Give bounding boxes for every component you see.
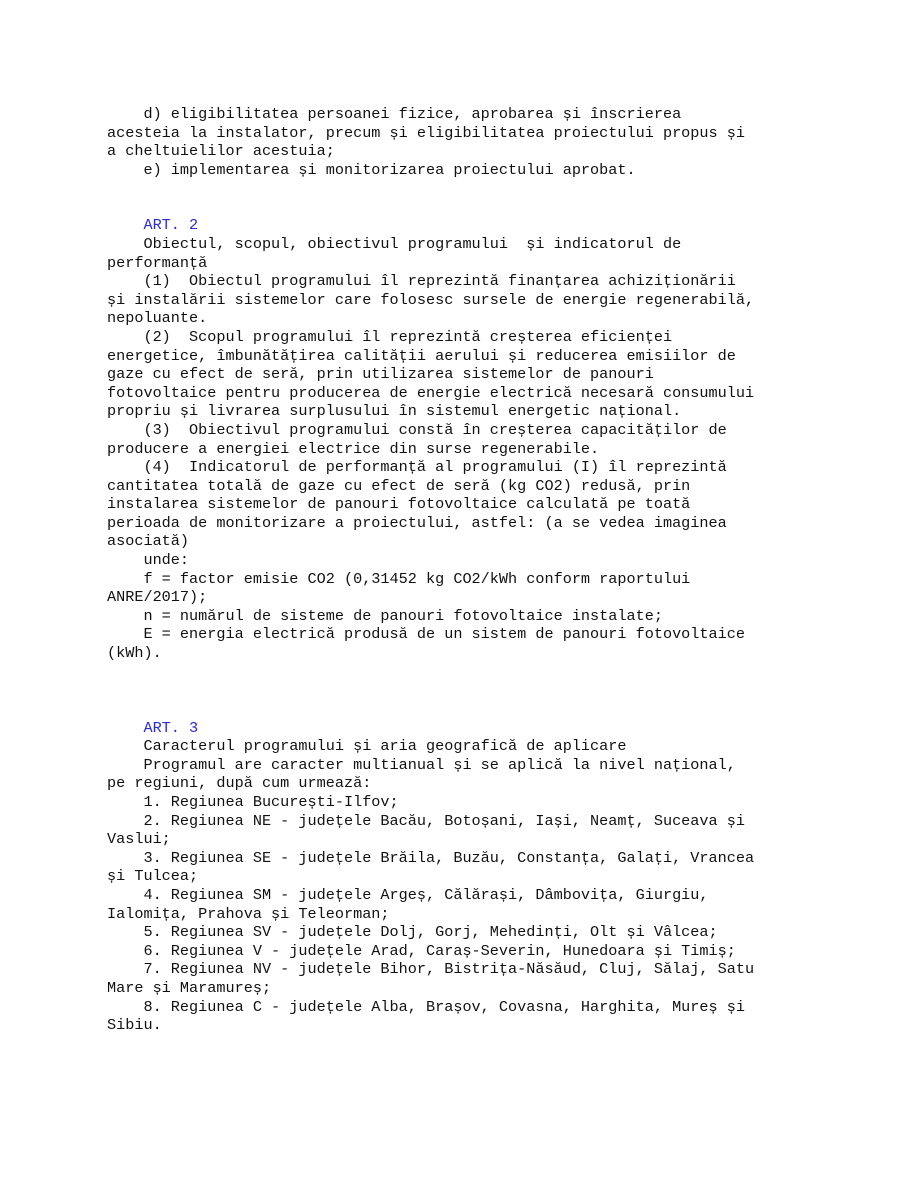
text-line: energetice, îmbunătățirea calității aerului și reducerea emisiilor de [107, 346, 736, 365]
spacer [107, 179, 819, 216]
text-line: asociată) [107, 532, 190, 551]
text-line: E = energia electrică produsă de un sistem de panouri fotovoltaice [107, 625, 745, 644]
article-3-heading: ART. 3 [107, 718, 199, 737]
article-2-heading: ART. 2 [107, 216, 199, 235]
text-line: 7. Regiunea NV - județele Bihor, Bistrița-Năsăud, Cluj, Sălaj, Satu [107, 960, 755, 979]
text-line: d) eligibilitatea persoanei fizice, aprobarea și înscrierea [107, 105, 682, 123]
text-line: ANRE/2017); [107, 588, 208, 607]
text-line: pe regiuni, după cum urmează: [107, 774, 372, 793]
text-line: 8. Regiunea C - județele Alba, Brașov, Covasna, Harghita, Mureș și [107, 997, 745, 1016]
text-line: (2) Scopul programului îl reprezintă creșterea eficienței [107, 327, 673, 346]
text-line: instalarea sistemelor de panouri fotovoltaice calculată pe toată [107, 495, 691, 514]
text-line: Sibiu. [107, 1016, 162, 1035]
text-line: și instalării sistemelor care folosesc sursele de energie regenerabilă, [107, 290, 755, 309]
text-line: unde: [107, 551, 190, 570]
spacer [107, 663, 819, 719]
text-line: a cheltuielilor acestuia; [107, 142, 335, 161]
text-line: f = factor emisie CO2 (0,31452 kg CO2/kWh conform raportului [107, 569, 691, 588]
text-line: nepoluante. [107, 309, 208, 328]
text-line: propriu și livrarea surplusului în sistemul energetic național. [107, 402, 682, 421]
text-line: (kWh). [107, 644, 162, 663]
text-line: 3. Regiunea SE - județele Brăila, Buzău, Constanța, Galați, Vrancea [107, 848, 755, 867]
text-line: n = numărul de sisteme de panouri fotovoltaice instalate; [107, 606, 663, 625]
text-line: Ialomița, Prahova și Teleorman; [107, 904, 390, 923]
document-page [107, 105, 819, 1035]
text-line: 2. Regiunea NE - județele Bacău, Botoșani, Iași, Neamț, Suceava și [107, 811, 745, 830]
text-line: 6. Regiunea V - județele Arad, Caraș-Severin, Hunedoara și Timiș; [107, 941, 736, 960]
text-line: (3) Obiectivul programului constă în creșterea capacităților de [107, 420, 727, 439]
text-line: Vaslui; [107, 830, 171, 849]
text-line: 5. Regiunea SV - județele Dolj, Gorj, Mehedinți, Olt și Vâlcea; [107, 923, 718, 942]
text-line: gaze cu efect de seră, prin utilizarea sistemelor de panouri [107, 365, 654, 384]
text-line: Programul are caracter multianual și se aplică la nivel național, [107, 755, 736, 774]
section-top [107, 105, 819, 179]
text-line: (1) Obiectul programului îl reprezintă finanțarea achiziționării [107, 272, 736, 291]
text-line: și Tulcea; [107, 867, 199, 886]
text-line: Obiectul, scopul, obiectivul programului și indicatorul de [107, 234, 682, 253]
text-line: producere a energiei electrice din surse regenerabile. [107, 439, 600, 458]
text-line: cantitatea totală de gaze cu efect de seră (kg CO2) redusă, prin [107, 476, 691, 495]
text-line: Caracterul programului și aria geografică de aplicare [107, 737, 627, 756]
text-line: perioada de monitorizare a proiectului, astfel: (a se vedea imaginea [107, 513, 727, 532]
text-line: fotovoltaice pentru producerea de energie electrică necesară consumului [107, 383, 755, 402]
text-line: 1. Regiunea București-Ilfov; [107, 793, 399, 811]
text-line: e) implementarea și monitorizarea proiectului aprobat. [107, 160, 636, 179]
text-line: acesteia la instalator, precum și eligibilitatea proiectului propus și [107, 123, 745, 142]
article-3 [107, 719, 819, 1035]
text-line: performanță [107, 253, 208, 272]
text-line: (4) Indicatorul de performanță al programului (I) îl reprezintă [107, 458, 727, 477]
article-2 [107, 216, 819, 662]
text-line: 4. Regiunea SM - județele Argeș, Călărași, Dâmbovița, Giurgiu, [107, 885, 709, 904]
text-line: Mare și Maramureș; [107, 978, 272, 997]
